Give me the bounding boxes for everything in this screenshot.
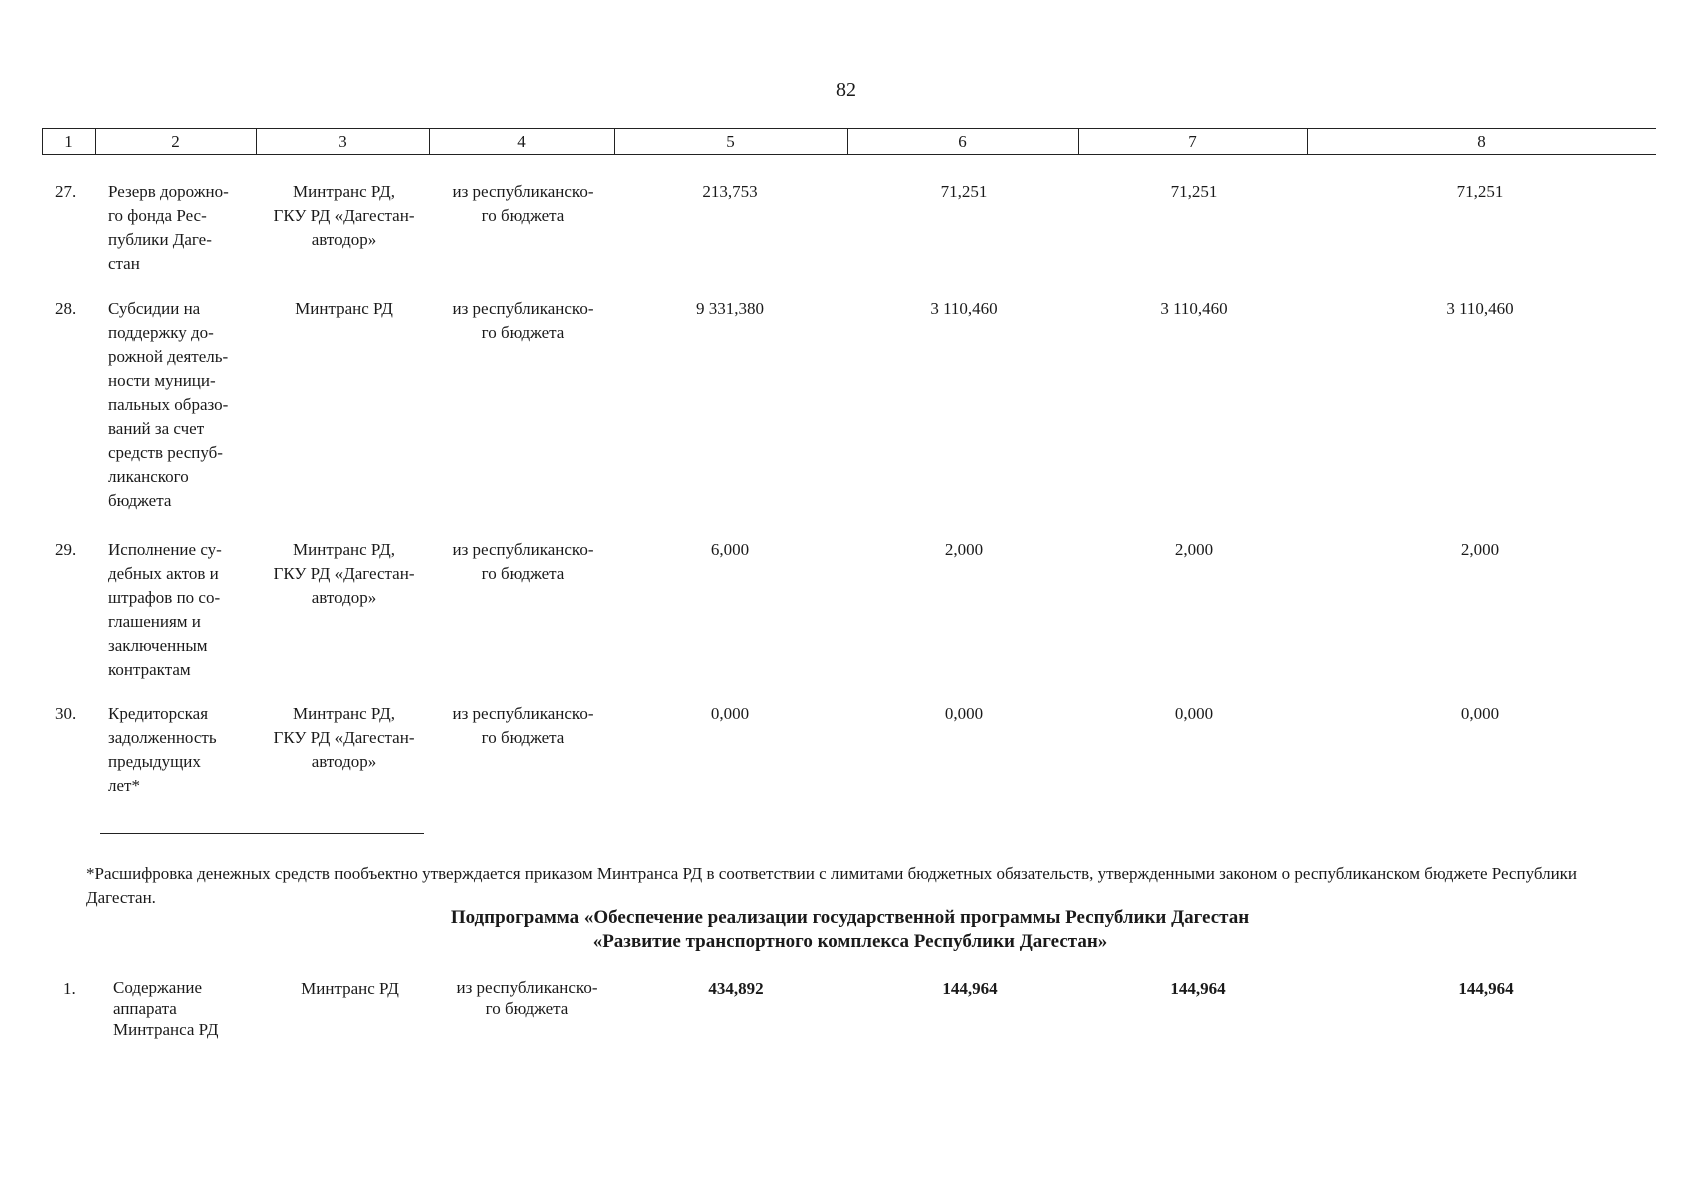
- row-value-year2: 71,251: [1170, 182, 1218, 201]
- row-name: Исполнение су- дебных актов и штрафов по со- глашениям и заключенным контрактам: [108, 540, 222, 679]
- column-header: 5: [726, 132, 735, 151]
- row-value-year1: 71,251: [940, 182, 988, 201]
- row-value-year2: 3 110,460: [1160, 299, 1228, 318]
- row-number: 28.: [55, 299, 77, 318]
- row-value-total: 434,892: [708, 979, 764, 998]
- row-value-total: 9 331,380: [696, 299, 764, 318]
- row-name: Кредиторская задолженность предыдущих лет*: [108, 704, 217, 795]
- row-name: Субсидии на поддержку до- рожной деятель- ности муници- пальных образо- ваний за счет средств респуб- ликанского бюджета: [108, 299, 229, 510]
- row-value-year3: 0,000: [1460, 704, 1500, 723]
- page-number: 82: [836, 79, 856, 101]
- footnote-separator: [100, 833, 424, 834]
- row-value-year2: 0,000: [1174, 704, 1214, 723]
- row-source: из республиканско- го бюджета: [456, 978, 598, 1018]
- row-value-year3: 144,964: [1458, 979, 1514, 998]
- row-name: Содержание аппарата Минтранса РД: [113, 978, 219, 1039]
- row-value-year3: 3 110,460: [1446, 299, 1514, 318]
- row-value-year3: 71,251: [1456, 182, 1504, 201]
- row-responsible: Минтранс РД, ГКУ РД «Дагестан- автодор»: [273, 182, 415, 249]
- row-name: Резерв дорожно- го фонда Рес- публики Даге- стан: [108, 182, 229, 273]
- subprogram-title-line2: «Развитие транспортного комплекса Республики Дагестан»: [592, 931, 1108, 952]
- row-value-total: 0,000: [710, 704, 750, 723]
- row-source: из республиканско- го бюджета: [452, 540, 594, 583]
- row-source: из республиканско- го бюджета: [452, 704, 594, 747]
- footnote: *Расшифровка денежных средств пообъектно утверждается приказом Минтранса РД в соответствии с лимитами бюджетных обязательств, утвержденными законом о республиканском бюджете Республики Дагестан.: [86, 864, 1578, 907]
- row-value-year1: 2,000: [944, 540, 984, 559]
- row-source: из республиканско- го бюджета: [452, 299, 594, 342]
- row-value-year2: 2,000: [1174, 540, 1214, 559]
- subprogram-title-line1: Подпрограмма «Обеспечение реализации государственной программы Республики Дагестан: [450, 907, 1250, 928]
- column-header: 8: [1477, 132, 1486, 151]
- row-value-year2: 144,964: [1170, 979, 1226, 998]
- row-responsible: Минтранс РД: [295, 299, 393, 318]
- column-header: 6: [958, 132, 967, 151]
- row-number: 29.: [55, 540, 77, 559]
- row-responsible: Минтранс РД: [301, 979, 399, 998]
- column-header: 1: [64, 132, 73, 151]
- row-value-year1: 3 110,460: [930, 299, 998, 318]
- subprogram-title: [300, 906, 1400, 954]
- column-header: 3: [338, 132, 347, 151]
- row-number: 27.: [55, 182, 77, 201]
- table-header-bottom-border: [42, 154, 1656, 155]
- row-number: 1.: [63, 979, 76, 998]
- row-responsible: Минтранс РД, ГКУ РД «Дагестан- автодор»: [273, 704, 415, 771]
- column-header: 2: [171, 132, 180, 151]
- column-header: 7: [1188, 132, 1197, 151]
- column-header: 4: [517, 132, 526, 151]
- row-value-total: 213,753: [702, 182, 758, 201]
- row-value-year1: 0,000: [944, 704, 984, 723]
- row-number: 30.: [55, 704, 77, 723]
- row-responsible: Минтранс РД, ГКУ РД «Дагестан- автодор»: [273, 540, 415, 607]
- row-value-year3: 2,000: [1460, 540, 1500, 559]
- row-value-year1: 144,964: [942, 979, 998, 998]
- row-source: из республиканско- го бюджета: [452, 182, 594, 225]
- row-value-total: 6,000: [710, 540, 750, 559]
